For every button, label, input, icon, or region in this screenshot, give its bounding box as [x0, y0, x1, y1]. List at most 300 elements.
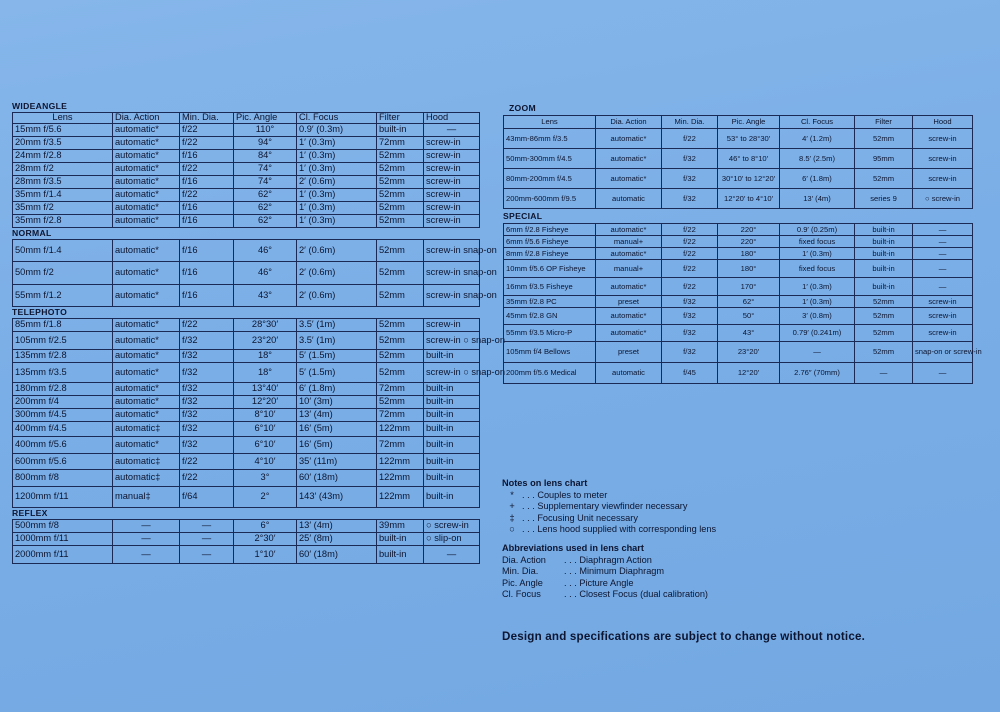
abbreviation-key: Cl. Focus [502, 589, 541, 600]
table-cell: 50mm f/2 [13, 262, 113, 285]
table-cell: 23°20′ [234, 332, 297, 350]
table-cell: — [913, 224, 973, 236]
table-row [504, 248, 973, 260]
section-title-special: SPECIAL [503, 211, 543, 221]
table-cell: 13′ (4m) [780, 189, 855, 209]
table-cell: 3° [234, 470, 297, 487]
table-cell: automatic* [113, 409, 180, 422]
table-cell: screw-in [913, 308, 973, 325]
note-text: . . . Couples to meter [522, 489, 608, 500]
table-cell: 5′ (1.5m) [297, 363, 377, 383]
table-cell: screw-in [913, 325, 973, 342]
abbreviation-item [502, 566, 716, 578]
table-cell: f/32 [662, 342, 718, 363]
table-cell: 28mm f/2 [13, 163, 113, 176]
table-cell: 0.79′ (0.241m) [780, 325, 855, 342]
table-cell: screw-in [913, 296, 973, 308]
notes-block [502, 478, 716, 601]
column-header: Cl. Focus [780, 116, 855, 129]
table-cell: built-in [424, 470, 480, 487]
table-cell: 1′ (0.3m) [780, 296, 855, 308]
table-cell: f/22 [180, 124, 234, 137]
lens-table-special [503, 223, 982, 384]
table-cell: 13′ (4m) [297, 409, 377, 422]
table-cell: 23°20′ [718, 342, 780, 363]
abbreviation-key: Min. Dia. [502, 566, 539, 577]
table-cell: 122mm [377, 454, 424, 470]
table-cell: 2°30′ [234, 533, 297, 546]
table-cell: 45mm f/2.8 GN [504, 308, 596, 325]
table-cell: automatic* [113, 137, 180, 150]
table-cell: automatic‡ [113, 422, 180, 437]
table-cell: automatic* [596, 308, 662, 325]
table-cell: — [913, 248, 973, 260]
table-cell: f/32 [180, 409, 234, 422]
table-cell: 6mm f/5.6 Fisheye [504, 236, 596, 248]
table-cell: — [424, 546, 480, 564]
table-cell: screw-in [913, 169, 973, 189]
table-cell: 1′ (0.3m) [297, 215, 377, 228]
table-cell: f/32 [180, 363, 234, 383]
table-cell: 46° [234, 262, 297, 285]
column-header: Hood [913, 116, 973, 129]
abbreviation-text: . . . Diaphragm Action [564, 554, 652, 565]
table-row [504, 260, 973, 278]
table-cell: 18° [234, 350, 297, 363]
table-cell: — [180, 533, 234, 546]
table-cell: — [913, 260, 973, 278]
table-cell: 1′ (0.3m) [297, 150, 377, 163]
table-row [13, 163, 480, 176]
table-cell: 52mm [377, 332, 424, 350]
table-cell: 52mm [377, 215, 424, 228]
table-cell: automatic* [113, 189, 180, 202]
table-cell: built-in [424, 350, 480, 363]
table-cell: 52mm [377, 202, 424, 215]
table-row [504, 236, 973, 248]
table-cell: built-in [855, 236, 913, 248]
table-cell: screw-in [424, 163, 480, 176]
table-cell: automatic* [113, 285, 180, 307]
table-row [13, 262, 480, 285]
note-item [502, 524, 716, 536]
column-header: Dia. Action [596, 116, 662, 129]
table-cell: built-in [855, 260, 913, 278]
table-cell: screw-in [424, 176, 480, 189]
table-cell: automatic* [113, 150, 180, 163]
table-cell: 2′ (0.6m) [297, 176, 377, 189]
table-cell: 122mm [377, 422, 424, 437]
table-cell: 95mm [855, 149, 913, 169]
table-cell: 1′ (0.3m) [297, 189, 377, 202]
table-cell: ○ slip-on [424, 533, 480, 546]
table-cell: automatic‡ [113, 454, 180, 470]
disclaimer-footer: Design and specifications are subject to change without notice. [502, 630, 866, 643]
table-cell: automatic* [113, 319, 180, 332]
table-cell: 122mm [377, 487, 424, 508]
table-row [504, 363, 973, 384]
table-cell: built-in [424, 487, 480, 508]
table-cell: screw-in [913, 149, 973, 169]
abbreviation-key: Pic. Angle [502, 577, 543, 588]
table-cell: 52mm [855, 296, 913, 308]
table-cell: f/16 [180, 176, 234, 189]
table-row [504, 325, 973, 342]
table-cell: 105mm f/4 Bellows [504, 342, 596, 363]
table-cell: f/32 [180, 332, 234, 350]
table-cell: 170° [718, 278, 780, 296]
table-cell: 800mm f/8 [13, 470, 113, 487]
table-cell: automatic* [113, 437, 180, 454]
table-cell: 52mm [377, 319, 424, 332]
table-cell: screw-in [913, 129, 973, 149]
table-cell: f/32 [180, 422, 234, 437]
table-cell: 6°10′ [234, 437, 297, 454]
table-cell: 52mm [377, 150, 424, 163]
table-row [13, 409, 480, 422]
table-cell: f/22 [662, 248, 718, 260]
table-cell: 84° [234, 150, 297, 163]
note-text: . . . Focusing Unit necessary [522, 512, 638, 523]
table-cell: automatic* [596, 325, 662, 342]
table-cell: 5′ (1.5m) [297, 350, 377, 363]
note-text: . . . Supplementary viewfinder necessary [522, 501, 688, 512]
table-cell: 220° [718, 236, 780, 248]
table-cell: 43° [718, 325, 780, 342]
table-cell: f/32 [180, 383, 234, 396]
table-cell: 180° [718, 260, 780, 278]
table-cell: 180mm f/2.8 [13, 383, 113, 396]
table-cell: 2.76″ (70mm) [780, 363, 855, 384]
table-cell: 52mm [377, 396, 424, 409]
table-cell: — [113, 533, 180, 546]
table-cell: 300mm f/4.5 [13, 409, 113, 422]
table-cell: 400mm f/5.6 [13, 437, 113, 454]
table-cell: automatic* [113, 262, 180, 285]
table-row [13, 546, 480, 564]
column-header: Hood [424, 113, 480, 124]
table-cell: 110° [234, 124, 297, 137]
table-cell: built-in [424, 409, 480, 422]
table-header-row [504, 116, 973, 129]
table-cell: 62° [234, 215, 297, 228]
table-cell: 6′ (1.8m) [780, 169, 855, 189]
table-cell: built-in [855, 248, 913, 260]
table-cell: f/22 [180, 470, 234, 487]
table-cell: f/32 [662, 308, 718, 325]
table-row [504, 296, 973, 308]
table-cell: f/22 [180, 454, 234, 470]
notes-title: Notes on lens chart [502, 478, 588, 488]
table-cell: screw-in [424, 150, 480, 163]
table-cell: screw-in snap-on [424, 240, 480, 262]
table-cell: automatic* [596, 129, 662, 149]
table-cell: 52mm [377, 350, 424, 363]
note-item [502, 501, 716, 513]
table-cell: — [113, 546, 180, 564]
table-cell: 1000mm f/11 [13, 533, 113, 546]
column-header: Dia. Action [113, 113, 180, 124]
table-cell: automatic* [113, 383, 180, 396]
table-cell: fixed focus [780, 236, 855, 248]
table-cell: 6°10′ [234, 422, 297, 437]
abbreviation-item [502, 555, 716, 567]
table-cell: 72mm [377, 437, 424, 454]
table-cell: built-in [424, 454, 480, 470]
table-cell: automatic* [596, 278, 662, 296]
table-cell: 52mm [855, 129, 913, 149]
table-cell: 8°10′ [234, 409, 297, 422]
table-cell: 35mm f/2.8 PC [504, 296, 596, 308]
section-title-normal: NORMAL [12, 228, 52, 238]
table-cell: 1′ (0.3m) [297, 137, 377, 150]
table-cell: 52mm [377, 240, 424, 262]
table-cell: ○ screw-in [424, 520, 480, 533]
table-cell: 18° [234, 363, 297, 383]
table-cell: f/16 [180, 262, 234, 285]
table-cell: f/22 [662, 224, 718, 236]
note-item [502, 490, 716, 502]
table-row [13, 396, 480, 409]
table-cell: 55mm f/1.2 [13, 285, 113, 307]
table-row [13, 137, 480, 150]
table-cell: 4°10′ [234, 454, 297, 470]
table-row [504, 224, 973, 236]
abbreviations-list [502, 555, 716, 601]
lens-table-reflex [12, 519, 480, 564]
table-row [13, 383, 480, 396]
table-row [13, 319, 480, 332]
table-cell: built-in [377, 124, 424, 137]
table-cell: 50° [718, 308, 780, 325]
table-cell: 35mm f/2 [13, 202, 113, 215]
table-cell: 1′ (0.3m) [297, 163, 377, 176]
table-cell: 1°10′ [234, 546, 297, 564]
table-cell: 28mm f/3.5 [13, 176, 113, 189]
table-cell: f/22 [662, 278, 718, 296]
table-cell: screw-in ○ snap-on [424, 332, 480, 350]
table-cell: screw-in [424, 189, 480, 202]
table-header-row [13, 113, 480, 124]
table-row [13, 422, 480, 437]
table-cell: 52mm [855, 169, 913, 189]
table-cell: 74° [234, 176, 297, 189]
table-cell: 52mm [855, 308, 913, 325]
table-row [13, 124, 480, 137]
table-cell: 15mm f/5.6 [13, 124, 113, 137]
table-cell: automatic* [113, 176, 180, 189]
table-row [13, 150, 480, 163]
table-cell: 2° [234, 487, 297, 508]
note-symbol: ○ [509, 524, 515, 535]
table-row [13, 350, 480, 363]
table-cell: — [424, 124, 480, 137]
table-cell: 24mm f/2.8 [13, 150, 113, 163]
table-row [504, 342, 973, 363]
table-cell: — [855, 363, 913, 384]
table-row [13, 240, 480, 262]
table-cell: f/16 [180, 285, 234, 307]
table-cell: 43° [234, 285, 297, 307]
table-cell: built-in [855, 224, 913, 236]
table-cell: 220° [718, 224, 780, 236]
table-cell: 62° [718, 296, 780, 308]
table-row [13, 487, 480, 508]
table-cell: automatic* [596, 149, 662, 169]
table-cell: 43mm-86mm f/3.5 [504, 129, 596, 149]
table-cell: — [180, 546, 234, 564]
table-row [13, 470, 480, 487]
table-cell: manual+ [596, 260, 662, 278]
table-cell: 52mm [377, 176, 424, 189]
table-cell: 3′ (0.8m) [780, 308, 855, 325]
table-cell: f/32 [180, 437, 234, 454]
table-cell: 1′ (0.3m) [780, 248, 855, 260]
table-cell: 52mm [377, 189, 424, 202]
table-cell: f/16 [180, 240, 234, 262]
table-cell: 10′ (3m) [297, 396, 377, 409]
table-row [504, 149, 973, 169]
section-title-wideangle: WIDEANGLE [12, 101, 68, 111]
table-cell: 600mm f/5.6 [13, 454, 113, 470]
table-cell: 52mm [377, 285, 424, 307]
column-header: Min. Dia. [662, 116, 718, 129]
table-cell: ○ screw-in [913, 189, 973, 209]
table-cell: 46° [234, 240, 297, 262]
table-cell: 52mm [377, 262, 424, 285]
table-cell: automatic* [113, 396, 180, 409]
table-cell: 52mm [377, 363, 424, 383]
table-row [13, 176, 480, 189]
table-row [13, 332, 480, 350]
table-cell: 4′ (1.2m) [780, 129, 855, 149]
table-cell: f/32 [180, 396, 234, 409]
table-row [13, 202, 480, 215]
column-header: Lens [13, 113, 113, 124]
table-cell: — [913, 363, 973, 384]
table-cell: 60′ (18m) [297, 470, 377, 487]
section-title-reflex: REFLEX [12, 508, 48, 518]
lens-table-telephoto [12, 318, 505, 508]
table-cell: built-in [855, 278, 913, 296]
table-cell: 200mm f/4 [13, 396, 113, 409]
table-cell: 52mm [855, 325, 913, 342]
table-cell: screw-in [424, 215, 480, 228]
table-cell: automatic [596, 363, 662, 384]
table-cell: f/32 [662, 325, 718, 342]
table-cell: series 9 [855, 189, 913, 209]
table-row [13, 189, 480, 202]
table-cell: 12°20′ [718, 363, 780, 384]
table-cell: 0.9′ (0.3m) [297, 124, 377, 137]
table-cell: 72mm [377, 409, 424, 422]
column-header: Pic. Angle [718, 116, 780, 129]
table-cell: built-in [424, 437, 480, 454]
table-cell: 16′ (5m) [297, 437, 377, 454]
table-cell: 12°20′ to 4°10′ [718, 189, 780, 209]
table-cell: 500mm f/8 [13, 520, 113, 533]
table-cell: 25′ (8m) [297, 533, 377, 546]
table-cell: 13°40′ [234, 383, 297, 396]
note-text: . . . Lens hood supplied with corresponding lens [522, 524, 717, 535]
table-cell: automatic* [113, 240, 180, 262]
table-cell: 50mm f/1.4 [13, 240, 113, 262]
table-cell: 16mm f/3.5 Fisheye [504, 278, 596, 296]
table-row [13, 533, 480, 546]
table-cell: 16′ (5m) [297, 422, 377, 437]
note-item [502, 513, 716, 525]
table-row [13, 437, 480, 454]
table-cell: 28°30′ [234, 319, 297, 332]
table-cell: — [913, 278, 973, 296]
lens-table-wideangle [12, 112, 480, 228]
left-lens-chart [12, 101, 505, 564]
table-cell: f/32 [180, 350, 234, 363]
table-cell: 55mm f/3.5 Micro-P [504, 325, 596, 342]
note-symbol: ‡ [509, 512, 515, 523]
table-cell: automatic* [113, 202, 180, 215]
table-cell: f/22 [180, 137, 234, 150]
table-cell: snap-on or screw-in [913, 342, 973, 363]
table-cell: f/22 [180, 319, 234, 332]
table-cell: 52mm [855, 342, 913, 363]
table-cell: 6′ (1.8m) [297, 383, 377, 396]
right-lens-chart [503, 101, 982, 384]
table-cell: 35mm f/2.8 [13, 215, 113, 228]
column-header: Lens [504, 116, 596, 129]
section-title-zoom: ZOOM [509, 103, 536, 113]
lens-table-normal [12, 239, 497, 307]
table-cell: 6mm f/2.8 Fisheye [504, 224, 596, 236]
table-cell: f/32 [662, 296, 718, 308]
notes-list [502, 490, 716, 536]
table-cell: built-in [377, 533, 424, 546]
table-cell: 2′ (0.6m) [297, 285, 377, 307]
table-cell: 30°10′ to 12°20′ [718, 169, 780, 189]
table-cell: 200mm-600mm f/9.5 [504, 189, 596, 209]
table-row [504, 129, 973, 149]
table-cell: automatic* [596, 248, 662, 260]
table-cell: manual+ [596, 236, 662, 248]
table-cell: 2000mm f/11 [13, 546, 113, 564]
table-cell: built-in [424, 383, 480, 396]
table-row [13, 363, 480, 383]
abbreviations-title: Abbreviations used in lens chart [502, 542, 644, 553]
table-cell: 46° to 8°10′ [718, 149, 780, 169]
table-cell: f/32 [662, 149, 718, 169]
table-cell: f/22 [180, 163, 234, 176]
table-cell: automatic [596, 189, 662, 209]
table-cell: screw-in ○ snap-on [424, 363, 480, 383]
table-cell: manual‡ [113, 487, 180, 508]
section-title-telephoto: TELEPHOTO [12, 307, 68, 317]
table-cell: 60′ (18m) [297, 546, 377, 564]
table-cell: f/22 [662, 129, 718, 149]
column-header: Min. Dia. [180, 113, 234, 124]
table-cell: 12°20′ [234, 396, 297, 409]
table-cell: automatic* [113, 363, 180, 383]
table-cell: — [780, 342, 855, 363]
table-cell: 39mm [377, 520, 424, 533]
column-header: Pic. Angle [234, 113, 297, 124]
table-cell: 3.5′ (1m) [297, 332, 377, 350]
table-cell: — [913, 236, 973, 248]
table-cell: 180° [718, 248, 780, 260]
table-cell: 10mm f/5.6 OP Fisheye [504, 260, 596, 278]
table-row [13, 520, 480, 533]
table-cell: 6° [234, 520, 297, 533]
table-cell: screw-in [424, 319, 480, 332]
